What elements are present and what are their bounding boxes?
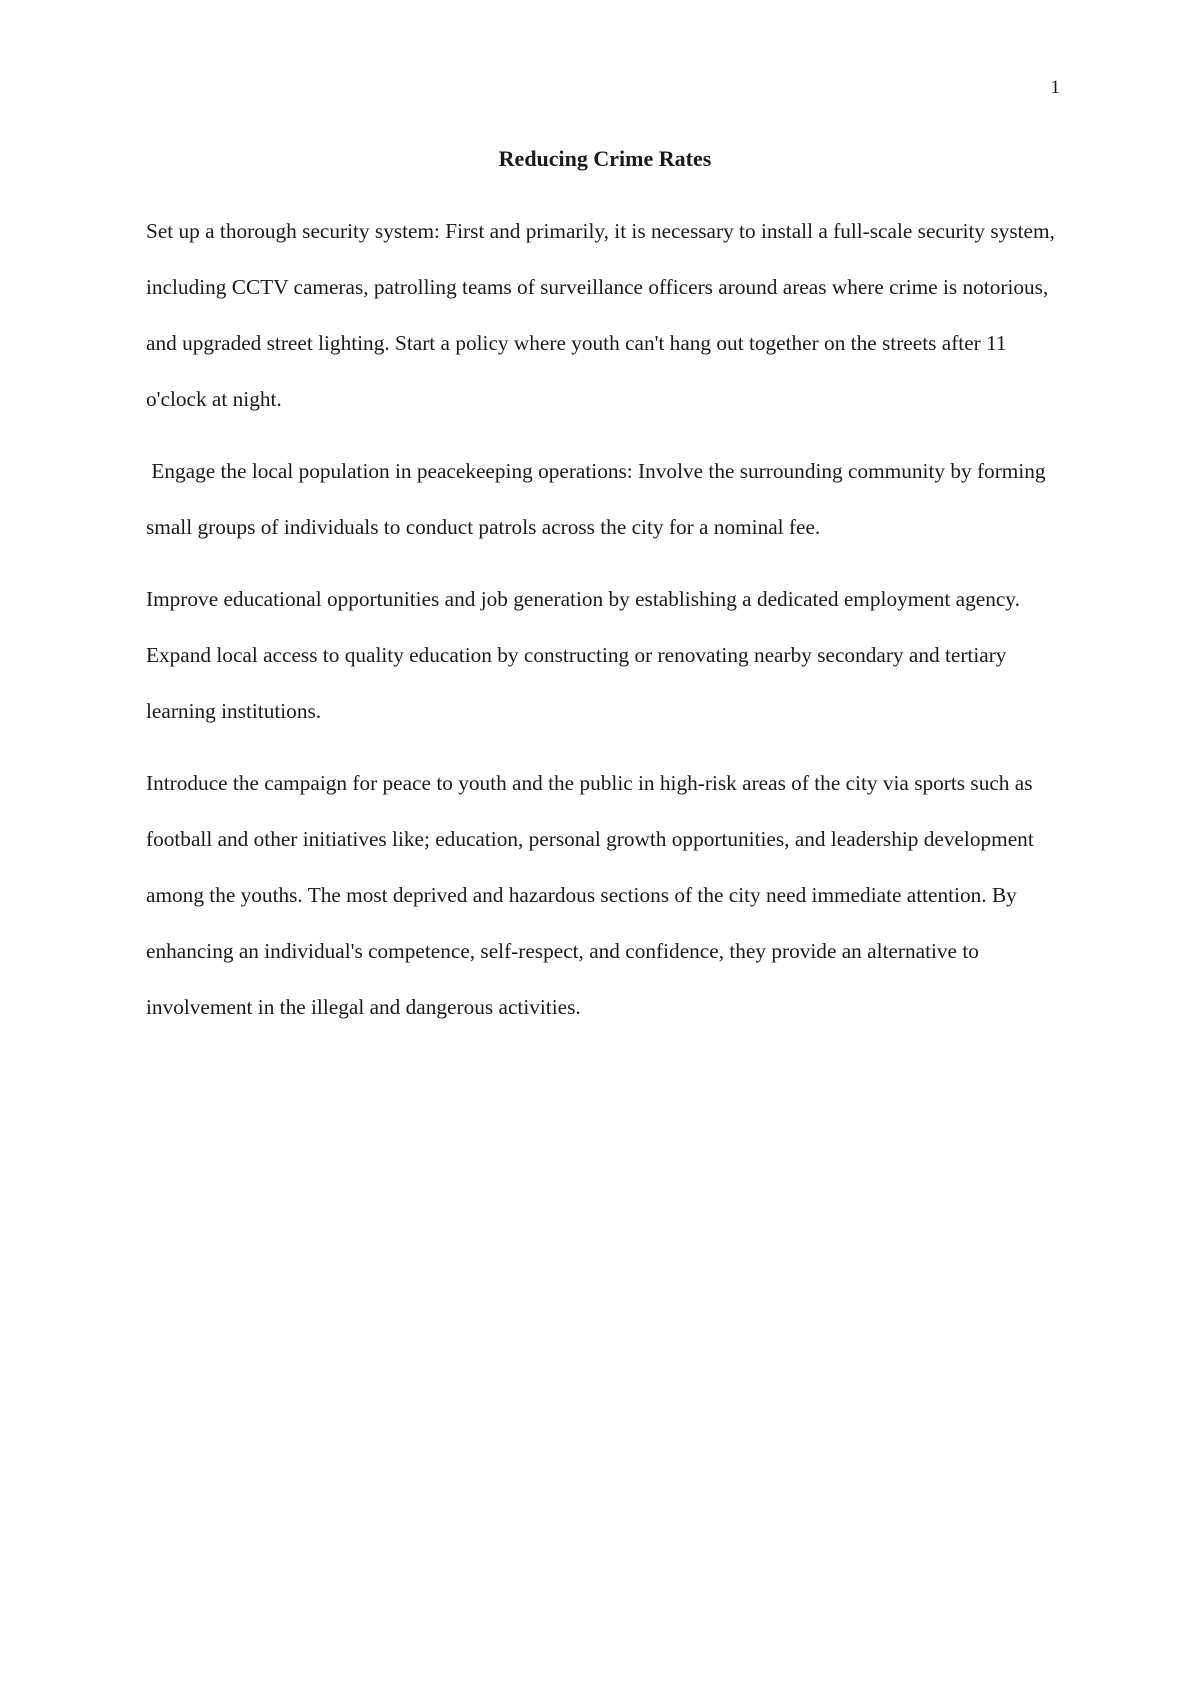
paragraph-education-employment: Improve educational opportunities and job generation by establishing a dedicated employment agency. Expand local access to quality education by constructing or renovating nearby secondary and tertiary learning institutions. [146,587,1020,723]
paragraph-security-system: Set up a thorough security system: First and primarily, it is necessary to install a full-scale security system, including CCTV cameras, patrolling teams of surveillance officers around areas where crime is notorious, and upgraded street lighting. Start a policy where youth can't hang out together on the streets after 11 o'clock at night. [146,219,1055,411]
document-body [146,203,1066,1051]
document-title: Reducing Crime Rates [498,146,712,171]
paragraph-community-engagement: Engage the local population in peacekeeping operations: Involve the surrounding community by forming small groups of individuals to conduct patrols across the city for a nominal fee. [146,459,1051,539]
page-number: 1 [1050,77,1060,98]
paragraph-peace-campaign: Introduce the campaign for peace to youth and the public in high-risk areas of the city via sports such as football and other initiatives like; education, personal growth opportunities, and leadership development among the youths. The most deprived and hazardous sections of the city need immediate attention. By enhancing an individual's competence, self-respect, and confidence, they provide an alternative to involvement in the illegal and dangerous activities. [146,771,1034,1019]
